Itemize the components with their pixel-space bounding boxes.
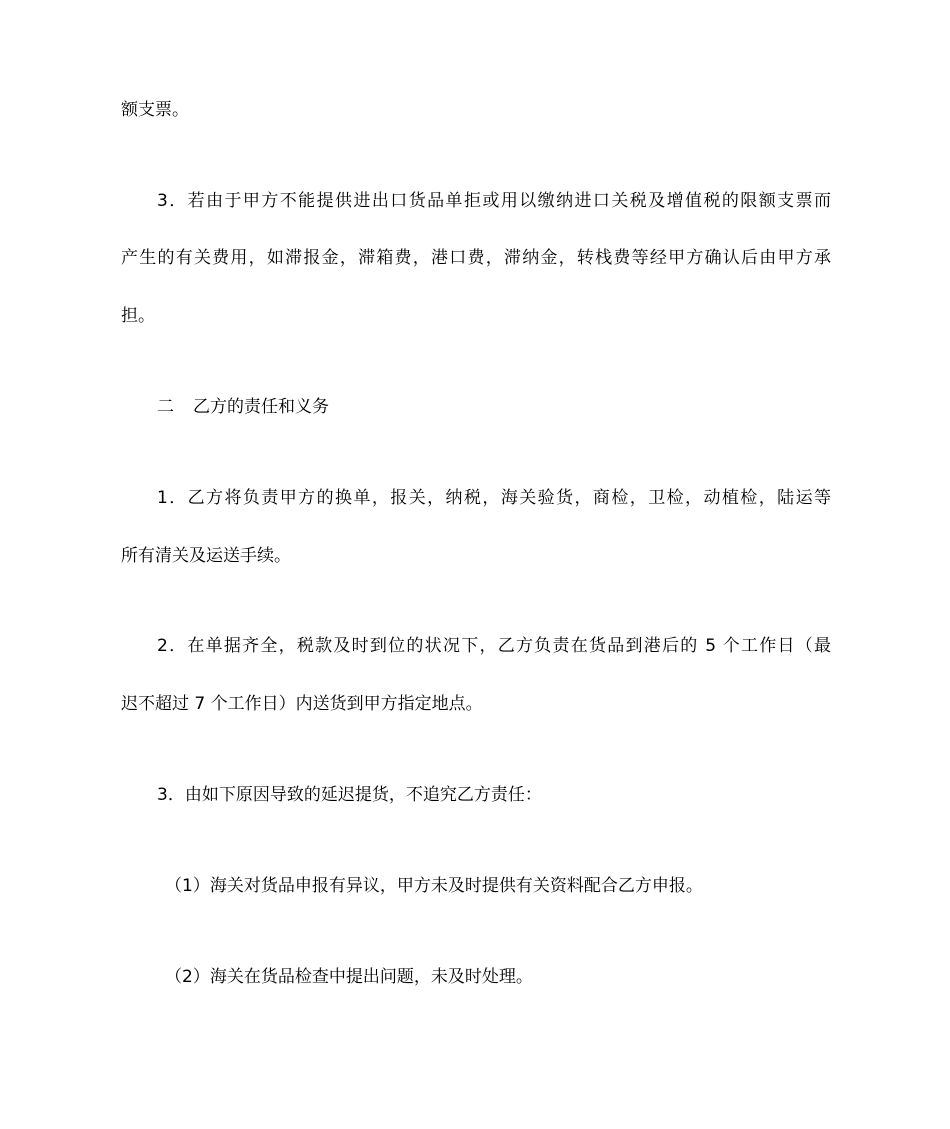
paragraph-line: 2．在单据齐全，税款及时到位的状况下，乙方负责在货品到港后的 5 个工作日（最 xyxy=(157,636,831,656)
paragraph-line: 额支票。 xyxy=(121,100,189,120)
paragraph-line: 担。 xyxy=(121,306,155,326)
section-number: 二 xyxy=(157,397,174,417)
paragraph-line: 所有清关及运送手续。 xyxy=(121,546,291,566)
paragraph-line: 1．乙方将负责甲方的换单，报关，纳税，海关验货，商检，卫检，动植检，陆运等 xyxy=(157,488,831,508)
paragraph-line: 产生的有关费用，如滞报金，滞箱费，港口费，滞纳金，转栈费等经甲方确认后由甲方承 xyxy=(121,248,831,268)
paragraph-line: 3．由如下原因导致的延迟提货，不追究乙方责任： xyxy=(157,785,542,805)
paragraph-line: 迟不超过 7 个工作日）内送货到甲方指定地点。 xyxy=(121,694,483,714)
section-title: 乙方的责任和义务 xyxy=(193,397,329,417)
section-heading xyxy=(157,395,831,419)
paragraph-line: 3．若由于甲方不能提供进出口货品单拒或用以缴纳进口关税及增值税的限额支票而 xyxy=(157,191,831,211)
list-item: （2）海关在货品检查中提出问题，未及时处理。 xyxy=(165,967,533,987)
list-item: （1）海关对货品申报有异议，甲方未及时提供有关资料配合乙方申报。 xyxy=(165,876,703,896)
